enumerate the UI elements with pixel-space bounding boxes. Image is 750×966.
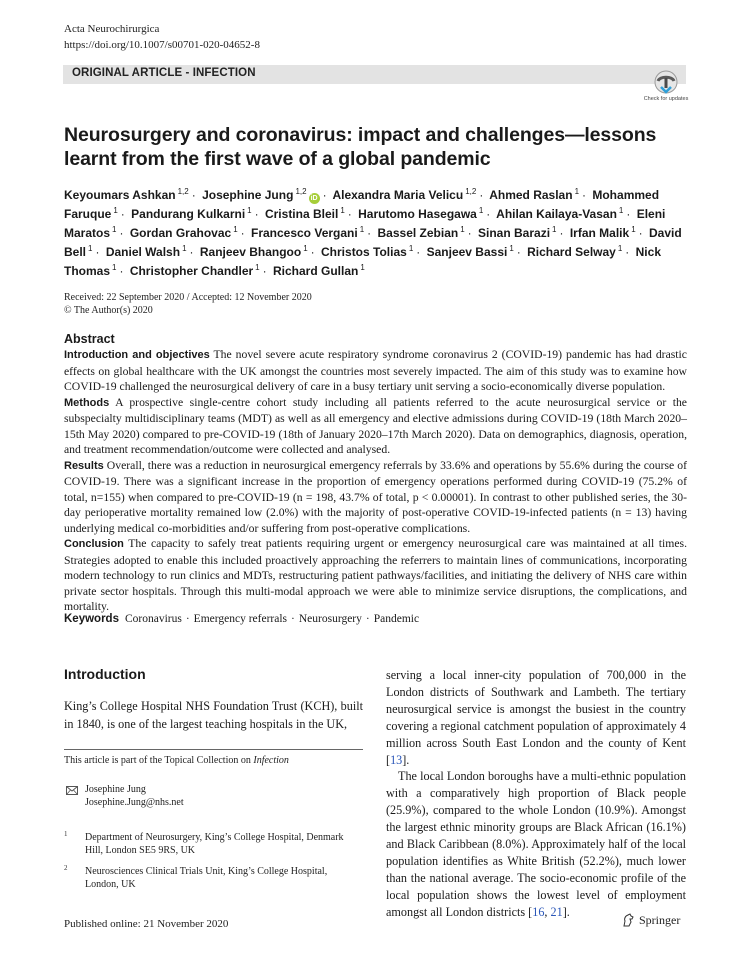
- author-affiliation-marker: 1: [460, 225, 465, 234]
- author-separator: ·: [322, 188, 327, 202]
- orcid-icon[interactable]: iD: [310, 195, 318, 202]
- author-name[interactable]: Christopher Chandler $^1$: [129, 263, 260, 278]
- author-separator: ·: [625, 245, 630, 259]
- author-name[interactable]: Ranjeev Bhangoo $^1$: [199, 244, 308, 259]
- author-name[interactable]: Cristina Bleil $^1$: [264, 206, 345, 221]
- intro-paragraph-1: serving a local inner-city population of 700,000 in the London districts of Southwark and Lambeth. The tertiary neurosurgical service is amongst the busiest in the country covering a regional catchment population of approximately 4 million across South East London and the county of Kent [13].: [386, 668, 686, 767]
- citation-link[interactable]: 21: [550, 904, 563, 919]
- publisher-logo: Springer: [622, 913, 680, 928]
- copyright: © The Author(s) 2020: [64, 305, 153, 316]
- intro-left-column: King’s College Hospital NHS Foundation Trust (KCH), built in 1840, is one of the largest teaching hospitals in the UK,: [64, 699, 363, 731]
- author-separator: ·: [559, 226, 564, 240]
- author-name[interactable]: Daniel Walsh $^1$: [105, 244, 187, 259]
- author-affiliation-marker: 1: [182, 244, 187, 253]
- author-separator: ·: [416, 245, 421, 259]
- affiliation-1: 1 Department of Neurosurgery, King’s College Hospital, Denmark Hill, London SE5 9RS, UK: [64, 830, 344, 856]
- corresponding-author: [85, 783, 184, 809]
- author-affiliation-marker: 1: [303, 244, 308, 253]
- author-name[interactable]: Mohammed Faruque $^1$: [64, 188, 660, 221]
- author-separator: ·: [119, 264, 124, 278]
- article-title: Neurosurgery and coronavirus: impact and challenges—lessons learnt from the first wave of a global pandemic: [64, 124, 657, 170]
- author-name[interactable]: Sanjeev Bassi $^1$: [426, 244, 514, 259]
- author-separator: ·: [479, 188, 484, 202]
- author-name[interactable]: Alexandra Maria Velicu $^{1,2}$: [332, 187, 477, 202]
- author-separator: ·: [191, 188, 196, 202]
- author-affiliation-marker: 1: [552, 225, 557, 234]
- author-affiliation-marker: 1: [359, 225, 365, 234]
- author-affiliation-marker: 1,2: [295, 187, 307, 196]
- author-name[interactable]: Christos Tolias $^1$: [321, 244, 414, 259]
- abstract-methods: Methods A prospective single-centre cohort study including all patients referred to the acute neurosurgical service or the subspecialty multidisciplinary teams (MDT) as well as all emergency and elective admissions during COVID-19 (18th March 2020–15th May 2020) compared to pre-COVID-19 (18th of January 2020–17th March 2020). Data on demographics, diagnosis, operation, and treatment recommendation/outcome were collected and analysed.: [64, 395, 687, 456]
- author-affiliation-marker: 1: [631, 225, 636, 234]
- author-name[interactable]: Nick Thomas $^1$: [64, 245, 661, 278]
- citation-link[interactable]: 16: [532, 904, 545, 919]
- published-date: Published online: 21 November 2020: [64, 918, 229, 930]
- author-name[interactable]: Sinan Barazi $^1$: [478, 225, 557, 240]
- author-separator: ·: [347, 207, 352, 221]
- springer-horse-icon: [622, 913, 635, 927]
- author-list: [64, 186, 694, 281]
- intro-right-column: [386, 667, 686, 921]
- corresponding-author-name: Josephine Jung: [85, 784, 146, 795]
- author-separator: ·: [516, 245, 521, 259]
- author-name[interactable]: David Bell $^1$: [64, 226, 682, 259]
- author-affiliation-marker: 1: [88, 244, 93, 253]
- author-affiliation-marker: 1: [340, 206, 345, 215]
- affiliation-2: 2 Neurosciences Clinical Trials Unit, King’s College Hospital, London, UK: [64, 864, 328, 890]
- author-name[interactable]: Richard Selway $^1$: [527, 244, 623, 259]
- topical-collection-note: This article is part of the Topical Collection on Infection: [64, 755, 289, 766]
- introduction-heading: Introduction: [64, 666, 146, 682]
- author-affiliation-marker: 1,2: [177, 187, 189, 196]
- author-affiliation-marker: 1,2: [465, 187, 477, 196]
- author-name[interactable]: Pandurang Kulkarni $^1$: [131, 206, 252, 221]
- author-separator: ·: [120, 207, 125, 221]
- author-affiliation-marker: 1: [478, 206, 484, 215]
- crossmark-label: Check for updates: [643, 96, 689, 102]
- doi-link[interactable]: https://doi.org/10.1007/s00701-020-04652-8: [64, 39, 260, 51]
- keyword: Pandemic: [373, 613, 420, 625]
- keyword: Neurosurgery: [298, 613, 362, 625]
- author-separator: ·: [119, 226, 124, 240]
- author-affiliation-marker: 1: [233, 225, 238, 234]
- author-affiliation-marker: 1: [255, 263, 260, 272]
- author-name[interactable]: Josephine Jung $^{1,2}$iD: [202, 187, 318, 202]
- author-affiliation-marker: 1: [617, 244, 623, 253]
- author-name[interactable]: Eleni Maratos $^1$: [64, 207, 666, 240]
- author-separator: ·: [467, 226, 472, 240]
- author-name[interactable]: Irfan Malik $^1$: [569, 225, 636, 240]
- abstract-results: Results Overall, there was a reduction in neurosurgical emergency referrals by 33.6% and operations by 55.6% during the course of COVID-19. There was a significant increase in the proportion of emergency operations performed during COVID-19 (75.2% of total, n=155) when compared to pre-COVID-19 (n = 198, 43.7% of total, p < 0.00001). In contrast to other published series, the 30-day perioperative mortality remained low (2.0%) with the majority of post-operative COVID-19-infected patients (n = 13) having underlying medical co-morbidities and/or suffering from post-operative complications.: [64, 458, 688, 535]
- author-affiliation-marker: 1: [618, 206, 624, 215]
- author-name[interactable]: Ahmed Raslan $^1$: [489, 187, 580, 202]
- author-affiliation-marker: 1: [360, 263, 365, 272]
- author-name[interactable]: Gordan Grahovac $^1$: [129, 225, 238, 240]
- author-separator: ·: [626, 207, 631, 221]
- intro-paragraph-2: The local London boroughs have a multi-ethnic population with a comparatively high proportion of Black people (25.9%), compared to the whole London (10.9%). Amongst the largest ethnic minority groups are Black African (16.1%) and Black Caribbean (8.0%). Approximately half of the local population identifies as White British (52.2%), much lower than the national average. The socio-economic profile of the local population shows the lowest level of employment amongst all London districts [16, 21].: [386, 769, 686, 919]
- abstract-body: [64, 347, 687, 615]
- abstract-conclusion: Conclusion The capacity to safely treat patients requiring urgent or emergency neurosurgical care was maintained at all times. Strategies adopted to enable this included proactively approaching the referrers to maintain lines of communications, incorporating modern technology to run clinics and MDTs, restructuring patient pathways/facilities, and initiating the delivery of NHS care within private sector hospitals. Through this multi-modal approach we were able to minimize service disruptions, the complications, and mortality.: [64, 537, 687, 613]
- author-separator: ·: [95, 245, 100, 259]
- author-separator: ·: [367, 226, 372, 240]
- author-affiliation-marker: 1: [408, 244, 414, 253]
- author-separator: ·: [582, 188, 587, 202]
- keyword: Emergency referrals: [193, 613, 288, 625]
- crossmark-icon: [643, 68, 689, 108]
- author-affiliation-marker: 1: [113, 206, 118, 215]
- keywords: Keywords Coronavirus · Emergency referrals · Neurosurgery · Pandemic: [64, 613, 420, 625]
- author-name[interactable]: Keyoumars Ashkan $^{1,2}$: [64, 187, 189, 202]
- abstract-heading: Abstract: [64, 332, 115, 346]
- author-name[interactable]: Richard Gullan $^1$: [272, 263, 365, 278]
- envelope-icon: [66, 786, 78, 795]
- author-separator: ·: [262, 264, 267, 278]
- crossmark-badge[interactable]: [643, 68, 689, 108]
- author-separator: ·: [310, 245, 315, 259]
- citation-link[interactable]: 13: [390, 752, 403, 767]
- author-separator: ·: [189, 245, 194, 259]
- journal-name: Acta Neurochirurgica: [64, 23, 160, 35]
- author-name[interactable]: Bassel Zebian $^1$: [377, 225, 465, 240]
- corresponding-author-email[interactable]: Josephine.Jung@nhs.net: [85, 797, 184, 808]
- author-separator: ·: [254, 207, 259, 221]
- author-separator: ·: [638, 226, 643, 240]
- received-accepted-dates: Received: 22 September 2020 / Accepted: 12 November 2020: [64, 292, 312, 303]
- footnote-divider: [64, 749, 363, 750]
- author-separator: ·: [240, 226, 245, 240]
- author-name[interactable]: Ahilan Kailaya-Vasan $^1$: [496, 206, 624, 221]
- author-name[interactable]: Francesco Vergani $^1$: [250, 225, 365, 240]
- keyword: Coronavirus: [124, 613, 182, 625]
- author-affiliation-marker: 1: [509, 244, 514, 253]
- author-name[interactable]: Harutomo Hasegawa $^1$: [358, 206, 484, 221]
- section-label: ORIGINAL ARTICLE - INFECTION: [72, 67, 256, 79]
- abstract-intro: Introduction and objectives The novel severe acute respiratory syndrome coronavirus 2 (COVID-19) pandemic has had drastic effects on global healthcare with the UK amongst the countries most severely impacted. The aim of this study was to examine how COVID-19 challenged the neurosurgical delivery of care in a busy tertiary unit serving a socio-economically diverse population.: [64, 348, 687, 393]
- author-affiliation-marker: 1: [112, 225, 117, 234]
- author-affiliation-marker: 1: [247, 206, 252, 215]
- author-affiliation-marker: 1: [112, 263, 117, 272]
- author-separator: ·: [486, 207, 491, 221]
- author-affiliation-marker: 1: [574, 187, 580, 196]
